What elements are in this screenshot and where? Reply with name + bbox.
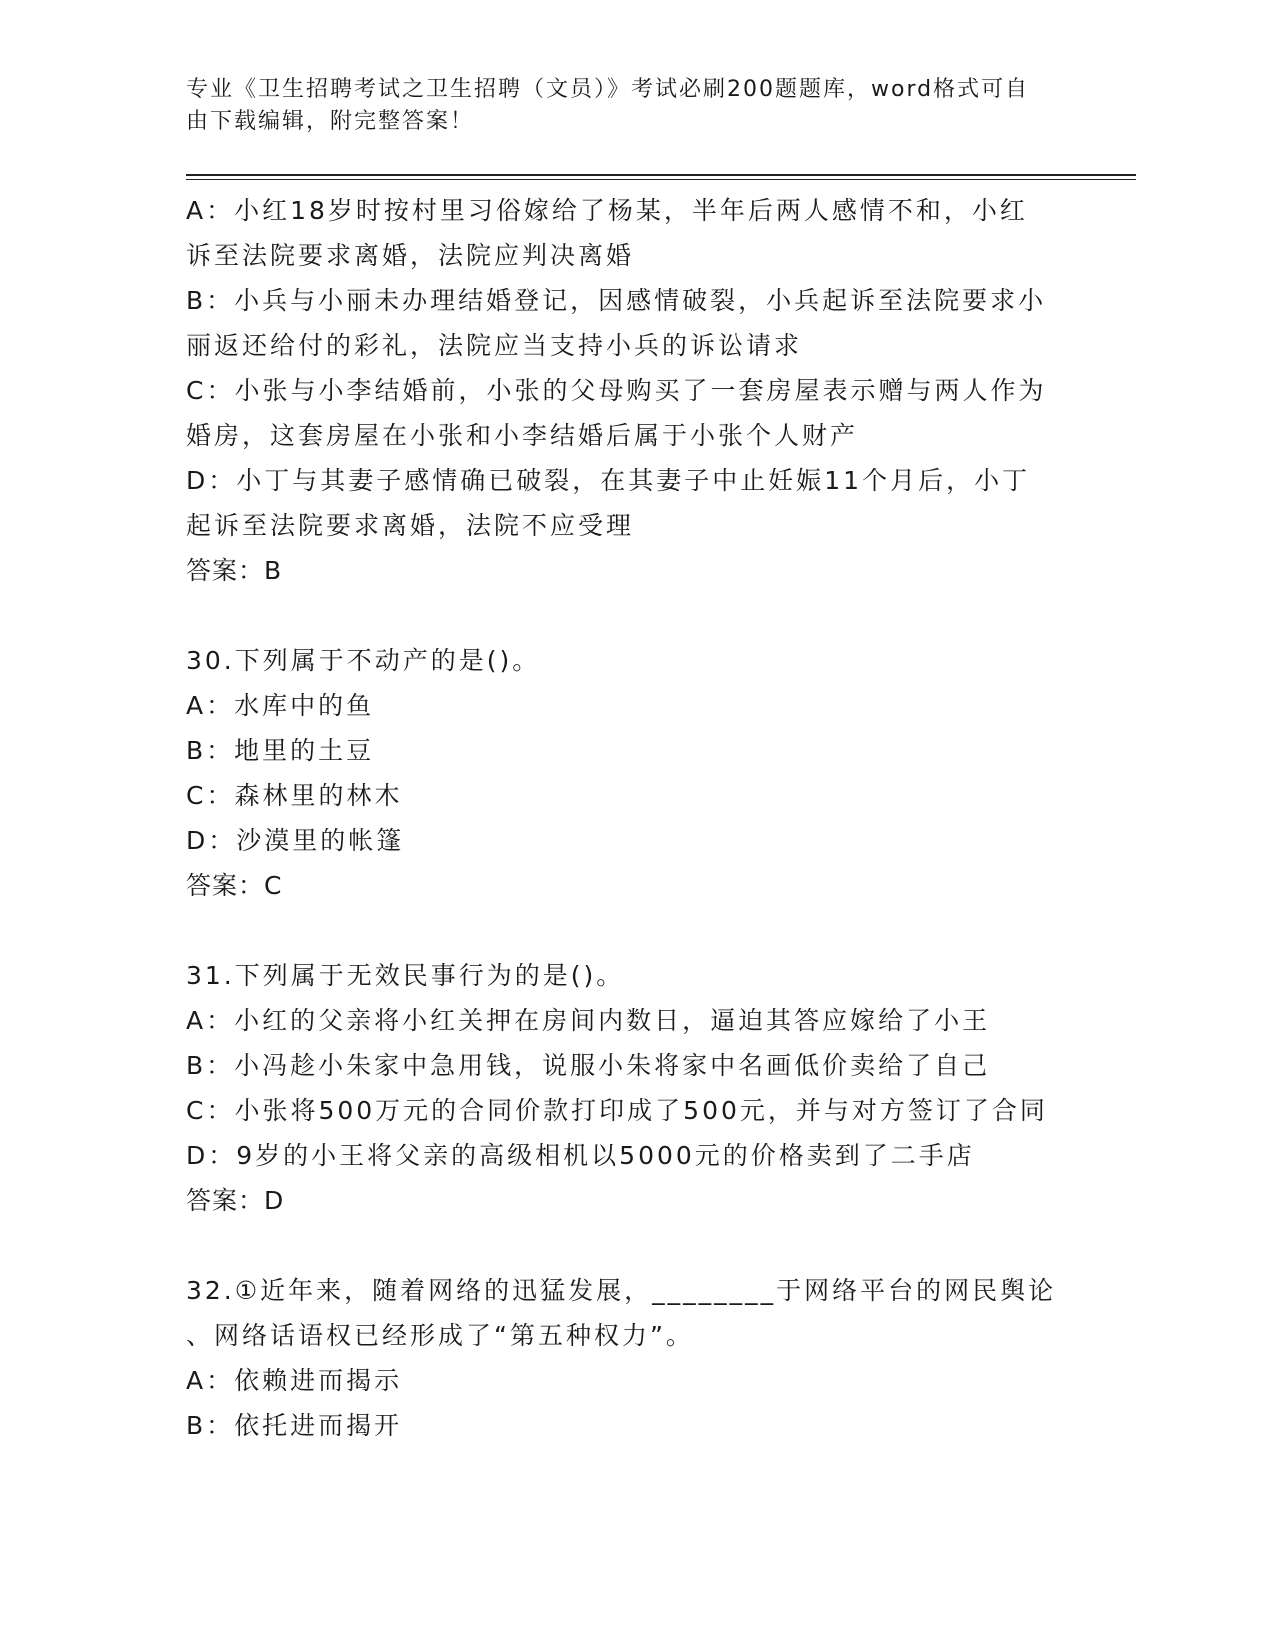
option-b-line-1: B：小兵与小丽未办理结婚登记，因感情破裂，小兵起诉至法院要求小 bbox=[186, 286, 1047, 315]
option-a-line-1: A：小红18岁时按村里习俗嫁给了杨某，半年后两人感情不和，小红 bbox=[186, 196, 1028, 225]
option-a: A：小红的父亲将小红关押在房间内数日，逼迫其答应嫁给了小王 bbox=[186, 1006, 991, 1035]
question-31 bbox=[186, 953, 1086, 1223]
header-divider-thin bbox=[186, 179, 1136, 180]
answer-30: 答案：C bbox=[186, 871, 283, 900]
option-c: C：森林里的林木 bbox=[186, 781, 403, 810]
document-header bbox=[186, 74, 1086, 138]
question-32-text-line-1: 32.①近年来，随着网络的迅猛发展，________于网络平台的网民舆论 bbox=[186, 1276, 1057, 1305]
answer-29: 答案：B bbox=[186, 556, 283, 585]
option-d-line-1: D：小丁与其妻子感情确已破裂，在其妻子中止妊娠11个月后，小丁 bbox=[186, 466, 1031, 495]
question-31-text: 31.下列属于无效民事行为的是()。 bbox=[186, 961, 625, 990]
question-32-text-line-2: 、网络话语权已经形成了“第五种权力”。 bbox=[186, 1321, 694, 1350]
answer-31: 答案：D bbox=[186, 1186, 285, 1215]
option-a: A：水库中的鱼 bbox=[186, 691, 375, 720]
option-b-line-2: 丽返还给付的彩礼，法院应当支持小兵的诉讼请求 bbox=[186, 331, 803, 360]
spacer bbox=[186, 908, 1086, 953]
spacer bbox=[186, 1223, 1086, 1268]
option-d-line-2: 起诉至法院要求离婚，法院不应受理 bbox=[186, 511, 635, 540]
option-c-line-1: C：小张与小李结婚前，小张的父母购买了一套房屋表示赠与两人作为 bbox=[186, 376, 1047, 405]
option-c: C：小张将500万元的合同价款打印成了500元，并与对方签订了合同 bbox=[186, 1096, 1048, 1125]
option-d: D：9岁的小王将父亲的高级相机以5000元的价格卖到了二手店 bbox=[186, 1141, 975, 1170]
question-content bbox=[186, 188, 1086, 1448]
question-30 bbox=[186, 638, 1086, 908]
option-b: B：地里的土豆 bbox=[186, 736, 375, 765]
option-b: B：小冯趁小朱家中急用钱，说服小朱将家中名画低价卖给了自己 bbox=[186, 1051, 991, 1080]
option-a-line-2: 诉至法院要求离婚，法院应判决离婚 bbox=[186, 241, 635, 270]
spacer bbox=[186, 593, 1086, 638]
option-a: A：依赖进而揭示 bbox=[186, 1366, 403, 1395]
option-d: D：沙漠里的帐篷 bbox=[186, 826, 405, 855]
option-b: B：依托进而揭开 bbox=[186, 1411, 403, 1440]
header-line-1: 专业《卫生招聘考试之卫生招聘（文员）》考试必刷200题题库，word格式可自 bbox=[186, 77, 1030, 102]
option-c-line-2: 婚房，这套房屋在小张和小李结婚后属于小张个人财产 bbox=[186, 421, 859, 450]
header-line-2: 由下载编辑，附完整答案！ bbox=[186, 109, 475, 134]
question-32 bbox=[186, 1268, 1086, 1448]
header-divider-thick bbox=[186, 174, 1136, 176]
question-29-options bbox=[186, 188, 1086, 593]
question-30-text: 30.下列属于不动产的是()。 bbox=[186, 646, 541, 675]
